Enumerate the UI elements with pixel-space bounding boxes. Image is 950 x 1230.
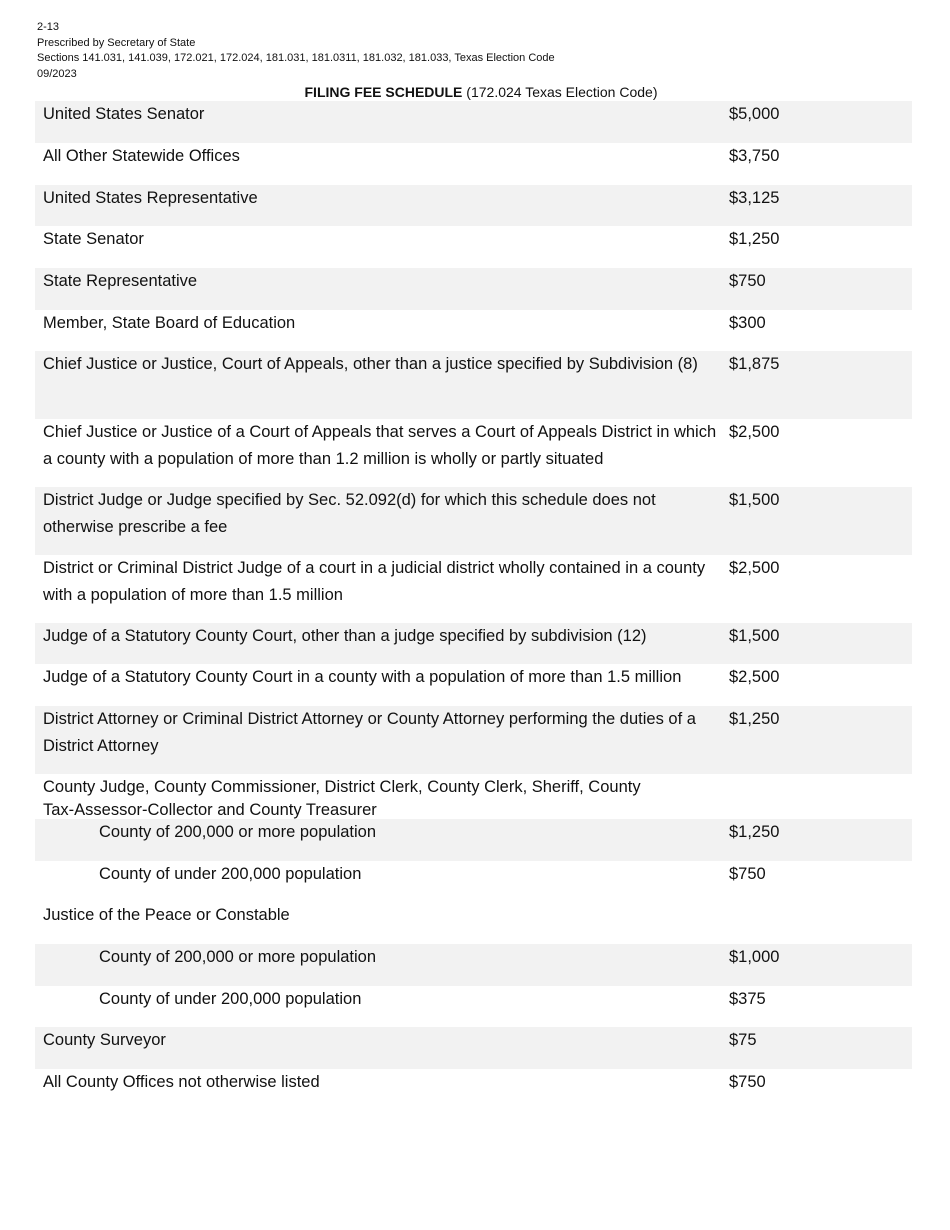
filing-fee: $1,250 bbox=[729, 230, 780, 248]
page-title bbox=[0, 83, 950, 101]
office-name: County of under 200,000 population bbox=[99, 990, 362, 1008]
filing-fee: $5,000 bbox=[729, 105, 780, 123]
title-bold: FILING FEE SCHEDULE bbox=[304, 84, 463, 100]
office-name: State Senator bbox=[43, 230, 144, 248]
office-name: State Representative bbox=[43, 272, 198, 290]
form-header bbox=[37, 20, 917, 82]
office-name: United States Representative bbox=[43, 189, 258, 207]
filing-fee: $750 bbox=[729, 865, 766, 883]
office-name: All County Offices not otherwise listed bbox=[43, 1073, 320, 1091]
filing-fee: $375 bbox=[729, 990, 766, 1008]
filing-fee bbox=[729, 902, 912, 944]
office-name: Member, State Board of Education bbox=[43, 314, 296, 332]
table-row bbox=[35, 902, 912, 944]
table-row bbox=[35, 664, 912, 706]
table-row bbox=[35, 143, 912, 185]
title-citation: (172.024 Texas Election Code) bbox=[462, 84, 658, 100]
table-row bbox=[35, 419, 912, 487]
office-name: Justice of the Peace or Constable bbox=[43, 906, 290, 924]
filing-fee: $750 bbox=[729, 272, 766, 290]
office-name: County Judge, County Commissioner, District Clerk, County Clerk, Sheriff, County Tax-Assessor-Collector and County Treasurer bbox=[43, 778, 641, 819]
filing-fee: $2,500 bbox=[729, 423, 780, 441]
office-name: County of 200,000 or more population bbox=[99, 948, 377, 966]
table-row bbox=[35, 555, 912, 623]
table-row bbox=[35, 986, 912, 1027]
table-row bbox=[35, 185, 912, 226]
office-name: District Judge or Judge specified by Sec. 52.092(d) for which this schedule does not otherwise prescribe a fee bbox=[43, 491, 656, 536]
table-row bbox=[35, 310, 912, 351]
filing-fee: $75 bbox=[729, 1031, 757, 1049]
table-row bbox=[35, 861, 912, 902]
office-name: United States Senator bbox=[43, 105, 205, 123]
office-name: Chief Justice or Justice, Court of Appeals, other than a justice specified by Subdivision (8) bbox=[43, 355, 698, 373]
filing-fee: $1,500 bbox=[729, 491, 780, 509]
form-number: 2-13 bbox=[37, 21, 60, 33]
fee-table bbox=[35, 101, 912, 1111]
table-row bbox=[35, 623, 912, 664]
office-name: District Attorney or Criminal District Attorney or County Attorney performing the duties of a District Attorney bbox=[43, 710, 696, 755]
prescribed-by: Prescribed by Secretary of State bbox=[37, 36, 196, 49]
filing-fee: $2,500 bbox=[729, 559, 780, 577]
table-row bbox=[35, 351, 912, 419]
office-name: County Surveyor bbox=[43, 1031, 166, 1049]
filing-fee bbox=[643, 776, 912, 819]
table-row bbox=[35, 819, 912, 861]
filing-fee: $750 bbox=[729, 1073, 766, 1091]
office-name: Judge of a Statutory County Court, other than a judge specified by subdivision (12) bbox=[43, 627, 647, 645]
table-row bbox=[35, 1027, 912, 1069]
office-name: District or Criminal District Judge of a court in a judicial district wholly contained in a county with a population of more than 1.5 million bbox=[43, 559, 706, 604]
filing-fee: $1,875 bbox=[729, 355, 780, 373]
filing-fee: $1,250 bbox=[729, 710, 780, 728]
table-row bbox=[35, 1069, 912, 1111]
table-row bbox=[35, 268, 912, 310]
table-row bbox=[35, 487, 912, 555]
office-name: County of 200,000 or more population bbox=[99, 823, 377, 841]
office-name: Chief Justice or Justice of a Court of Appeals that serves a Court of Appeals District in which a county with a population of more than 1.2 million is wholly or partly situated bbox=[43, 423, 717, 468]
table-row bbox=[35, 706, 912, 774]
filing-fee: $1,000 bbox=[729, 948, 780, 966]
table-row bbox=[35, 774, 912, 819]
filing-fee: $3,750 bbox=[729, 147, 780, 165]
table-row bbox=[35, 226, 912, 268]
filing-fee: $1,500 bbox=[729, 627, 780, 645]
office-name: Judge of a Statutory County Court in a county with a population of more than 1.5 million bbox=[43, 668, 682, 686]
filing-fee: $2,500 bbox=[729, 668, 780, 686]
code-sections: Sections 141.031, 141.039, 172.021, 172.024, 181.031, 181.0311, 181.032, 181.033, Texas Election Code bbox=[37, 52, 555, 64]
revision-date: 09/2023 bbox=[37, 67, 77, 80]
filing-fee: $3,125 bbox=[729, 189, 780, 207]
table-row bbox=[35, 944, 912, 986]
filing-fee: $300 bbox=[729, 314, 766, 332]
table-row bbox=[35, 101, 912, 143]
filing-fee: $1,250 bbox=[729, 823, 780, 841]
office-name: County of under 200,000 population bbox=[99, 865, 362, 883]
office-name: All Other Statewide Offices bbox=[43, 147, 240, 165]
